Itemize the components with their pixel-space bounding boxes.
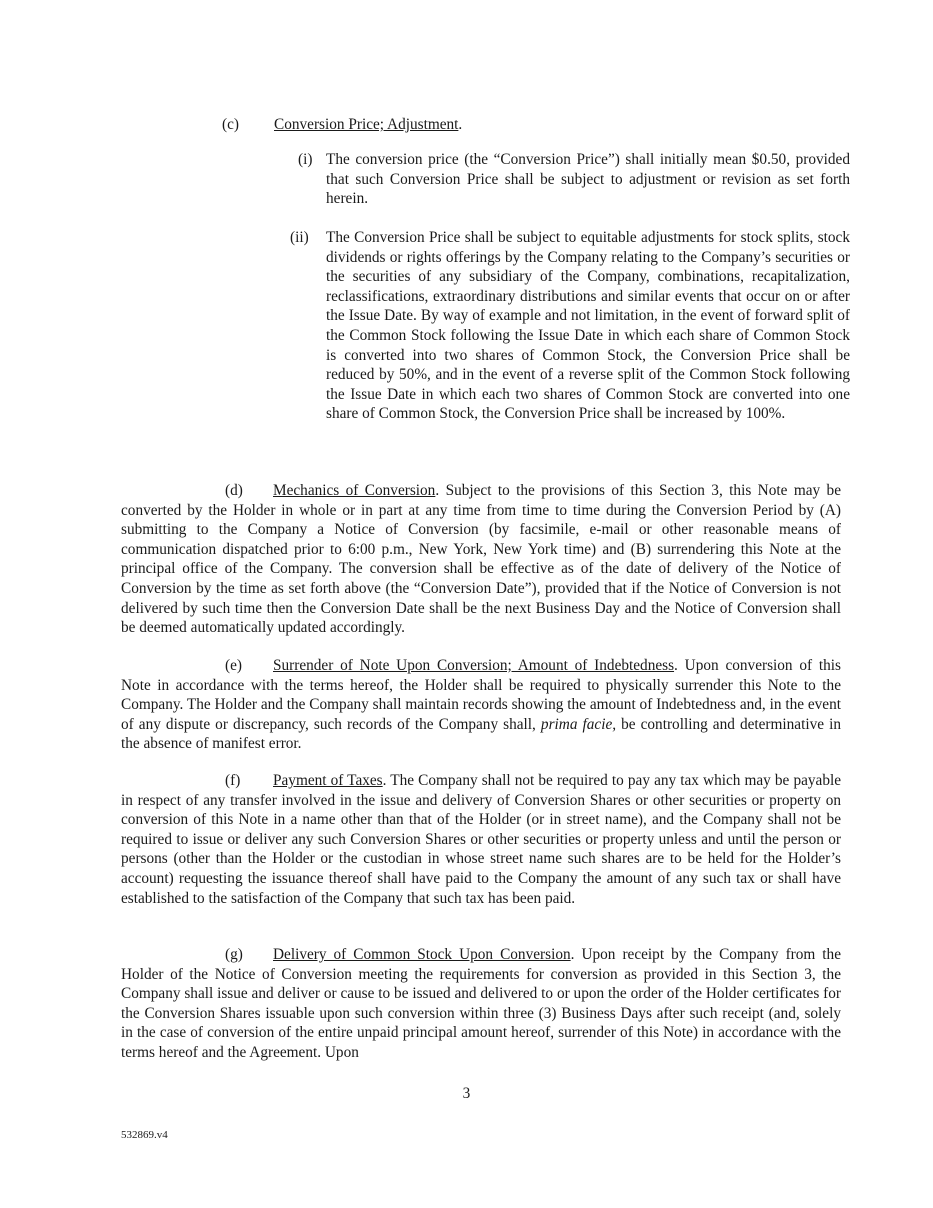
- section-g-marker: (g): [225, 946, 243, 963]
- section-f-marker: (f): [225, 772, 241, 789]
- section-g-text: . Upon receipt by the Company from the Holder of the Notice of Conversion meeting the requirements for conversion as provided in this Section 3, the Company shall issue and deliver or cause to be issued and delivered to or upon the order of the Holder certificates for the Conversion Shares issuable upon such conversion within three (3) Business Days after such receipt (and, solely in the case of conversion of the entire unpaid principal amount hereof, surrender of this Note) in accordance with the terms hereof and the Agreement. Upon: [121, 946, 841, 1061]
- section-d-marker: (d): [225, 482, 243, 499]
- section-e-text-before: . Upon conversion of this Note in accordance with the terms hereof, the Holder shall be required to physically surrender this Note to the Company. The Holder and the Company shall maintain records showing the amount of Indebtedness and, in the event of any dispute or discrepancy, such records of the Company shall,: [121, 657, 842, 733]
- section-d-text: . Subject to the provisions of this Section 3, this Note may be converted by the Holder in whole or in part at any time from time to time during the Conversion Period by (A) submitting to the Company a Notice of Conversion (by facsimile, e-mail or other reasonable means of communication dispatched prior to 6:00 p.m., New York, New York time) and (B) surrendering this Note at the principal office of the Company. The conversion shall be effective as of the date of delivery of the Notice of Conversion by the time as set forth above (the “Conversion Date”), provided that if the Notice of Conversion is not delivered by such time then the Conversion Date shall be the next Business Day and the Notice of Conversion shall be deemed automatically updated accordingly.: [121, 482, 841, 637]
- section-c-title: Conversion Price; Adjustment: [274, 116, 459, 133]
- section-d: [121, 481, 841, 638]
- section-c-title-suffix: .: [458, 116, 463, 133]
- section-f-title: Payment of Taxes: [273, 772, 383, 789]
- section-g-title: Delivery of Common Stock Upon Conversion: [273, 946, 571, 963]
- item-ii-marker: (ii): [290, 229, 309, 246]
- section-c-title-wrap: [274, 115, 462, 135]
- section-e-marker: (e): [225, 657, 242, 674]
- section-e-italic: prima facie,: [540, 715, 617, 733]
- section-f-text: . The Company shall not be required to pay any tax which may be payable in respect of any transfer involved in the issue and delivery of Conversion Shares or other securities or property on conversion of this Note in a name other than that of the Holder (or in street name), and the Company shall not be required to issue or deliver any such Conversion Shares or other securities or property unless and until the person or persons (other than the Holder or the custodian in whose street name such shares are to be held for the Holder’s account) requesting the issuance thereof shall have paid to the Company the amount of any such tax or shall have established to the satisfaction of the Company that such tax has been paid.: [121, 772, 842, 907]
- section-c-marker: (c): [222, 116, 239, 133]
- section-e-text-after: be controlling and determinative in the absence of manifest error.: [121, 715, 841, 753]
- section-c-item-i: [290, 150, 850, 209]
- item-i-marker: (i): [298, 151, 313, 168]
- section-g: [121, 945, 841, 1063]
- section-f: [121, 771, 841, 908]
- section-d-title: Mechanics of Conversion: [273, 482, 436, 499]
- item-ii-text: The Conversion Price shall be subject to equitable adjustments for stock splits, stock dividends or rights offerings by the Company relating to the Company’s securities or the securities of any subsidiary of the Company, combinations, recapitalization, reclassifications, extraordinary distributions and similar events that occur on or after the Issue Date. By way of example and not limitation, in the event of forward split of the Common Stock following the Issue Date in which each share of Common Stock is converted into two shares of Common Stock, the Conversion Price shall be reduced by 50%, and in the event of a reverse split of the Common Stock following the Issue Date in which each two shares of Common Stock are converted into one share of Common Stock, the Conversion Price shall be increased by 100%.: [326, 229, 850, 423]
- page-number: 3: [462, 1085, 471, 1102]
- item-i-text: The conversion price (the “Conversion Price”) shall initially mean $0.50, provided that such Conversion Price shall be subject to adjustment or revision as set forth herein.: [326, 151, 850, 208]
- section-c-heading: [0, 115, 933, 135]
- section-e: [121, 656, 841, 754]
- section-c-item-ii: [290, 228, 850, 424]
- section-e-title: Surrender of Note Upon Conversion; Amount of Indebtedness: [273, 657, 675, 674]
- document-id: 532869.v4: [121, 1129, 168, 1141]
